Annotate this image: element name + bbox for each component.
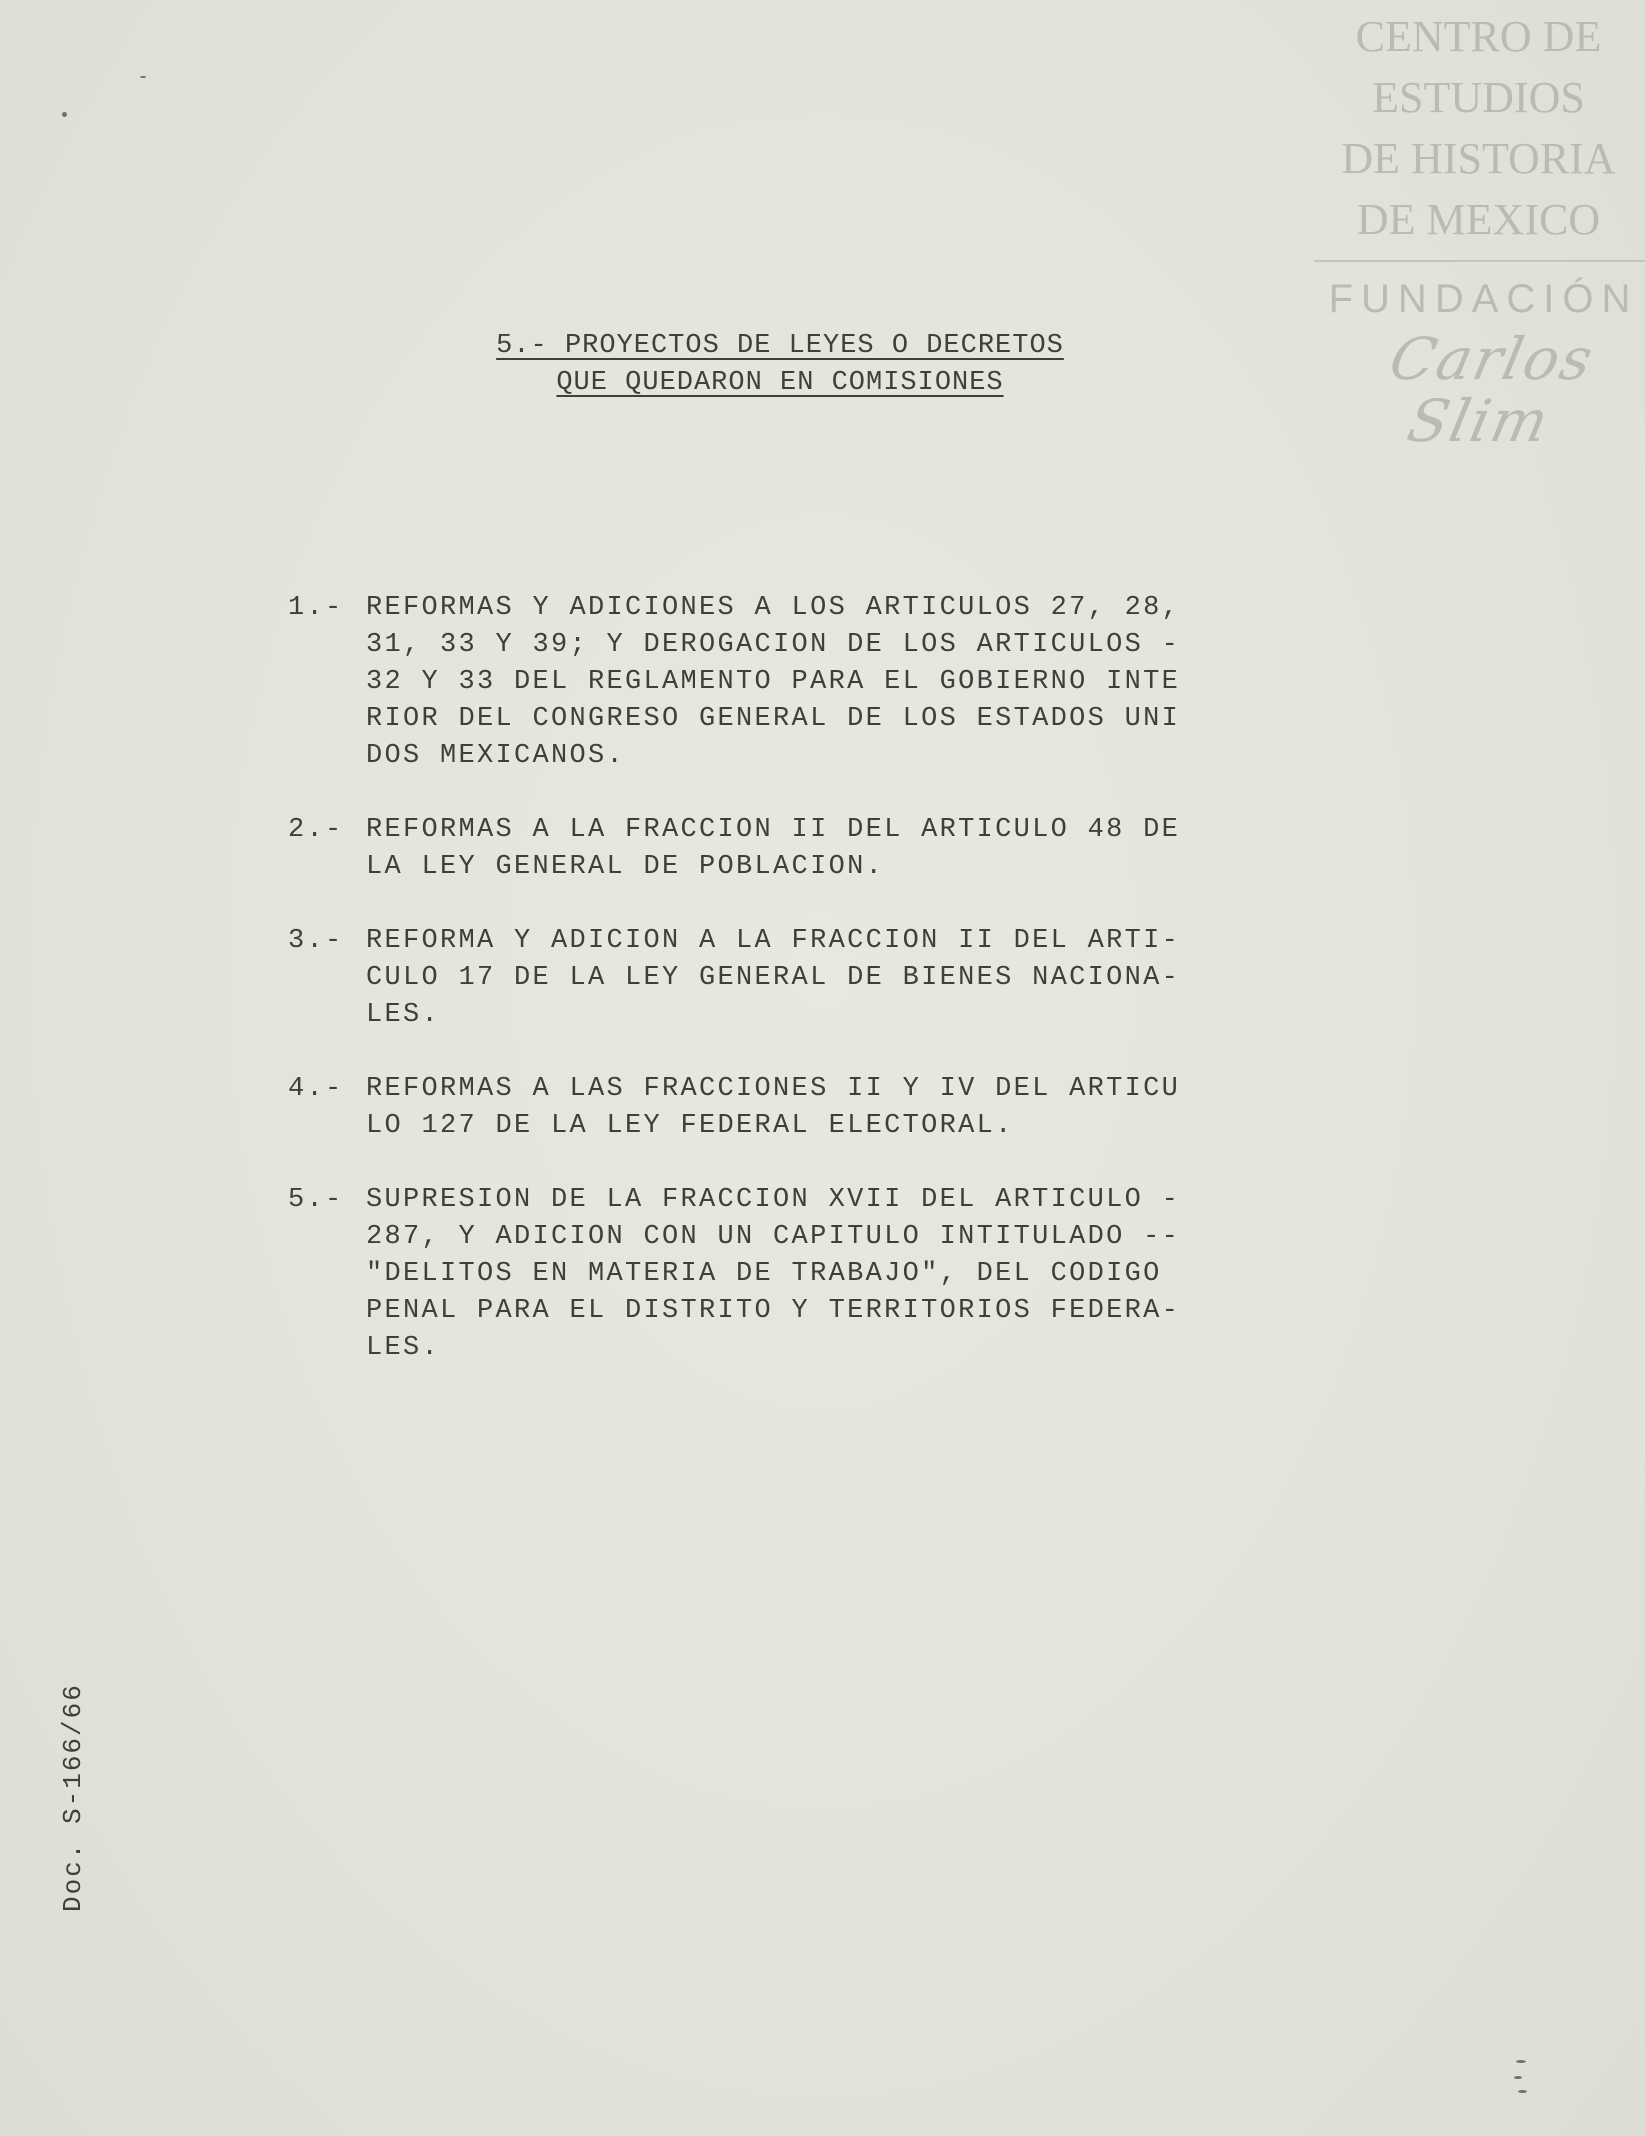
item-text: REFORMA Y ADICION A LA FRACCION II DEL ARTI- CULO 17 DE LA LEY GENERAL DE BIENES NACIONA- LES. — [366, 926, 1181, 1030]
paper-speck — [1518, 2090, 1527, 2093]
watermark-line-3: DE HISTORIA — [1341, 134, 1616, 183]
item-text: REFORMAS A LAS FRACCIONES II Y IV DEL ARTICU LO 127 DE LA LEY FEDERAL ELECTORAL. — [366, 1074, 1181, 1141]
list-item — [288, 1071, 1248, 1145]
item-number: 2.- — [288, 815, 344, 845]
list-item — [288, 923, 1248, 1034]
heading-line-2: QUE QUEDARON EN COMISIONES — [556, 368, 1004, 398]
item-text: REFORMAS A LA FRACCION II DEL ARTICULO 48 DE LA LEY GENERAL DE POBLACION. — [366, 815, 1181, 882]
item-number: 1.- — [288, 593, 344, 623]
paper-speck — [1514, 2076, 1522, 2079]
item-number: 4.- — [288, 1074, 344, 1104]
watermark-line-1: CENTRO DE — [1355, 12, 1602, 61]
item-text: REFORMAS Y ADICIONES A LOS ARTICULOS 27, 28, 31, 33 Y 39; Y DEROGACION DE LOS ARTICULOS - 32 Y 33 DEL REGLAMENTO PARA EL GOBIERNO INTE RIOR DEL CONGRESO GENERAL DE LOS ESTADOS UNI DOS MEXICANOS. — [366, 593, 1181, 771]
paper-speck — [1516, 2060, 1526, 2063]
paper-speck — [62, 112, 67, 117]
watermark-fundacion: FUNDACIÓN — [1328, 277, 1639, 321]
watermark-divider — [1314, 260, 1645, 262]
paper-speck — [140, 76, 146, 78]
list-item — [288, 1182, 1248, 1367]
watermark-line-4: DE MEXICO — [1356, 195, 1601, 244]
list-item — [288, 812, 1248, 886]
section-heading — [380, 328, 1180, 402]
watermark-signature: Carlos Slim — [1383, 325, 1601, 455]
bill-list — [288, 590, 1248, 1404]
item-number: 5.- — [288, 1185, 344, 1215]
item-number: 3.- — [288, 926, 344, 956]
watermark-line-2: ESTUDIOS — [1372, 73, 1585, 122]
document-reference: Doc. S-166/66 — [58, 1683, 88, 1912]
list-item — [288, 590, 1248, 775]
item-text: SUPRESION DE LA FRACCION XVII DEL ARTICULO - 287, Y ADICION CON UN CAPITULO INTITULADO -- "DELITOS EN MATERIA DE TRABAJO", DEL CODIGO PENAL PARA EL DISTRITO Y TERRITORIOS FEDERA- LES. — [366, 1185, 1181, 1363]
heading-line-1: 5.- PROYECTOS DE LEYES O DECRETOS — [496, 331, 1064, 361]
archive-watermark-logo — [1312, 6, 1645, 455]
